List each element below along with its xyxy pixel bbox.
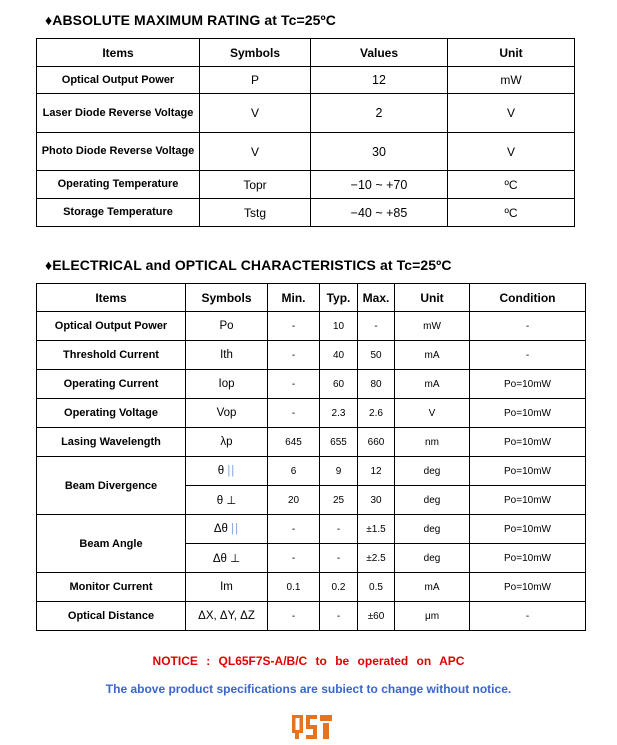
unit-cell: nm xyxy=(395,428,470,457)
max-cell: ±60 xyxy=(358,602,395,631)
item-cell: Monitor Current xyxy=(37,573,186,602)
value-cell: 12 xyxy=(311,67,448,94)
item-cell: Optical Distance xyxy=(37,602,186,631)
symbol-cell xyxy=(186,457,268,486)
item-cell: Operating Current xyxy=(37,370,186,399)
min-cell: - xyxy=(268,312,320,341)
min-cell: - xyxy=(268,341,320,370)
col-header: Unit xyxy=(395,284,470,312)
min-cell: - xyxy=(268,515,320,544)
symbol-cell: Iop xyxy=(186,370,268,399)
min-cell: - xyxy=(268,370,320,399)
value-cell: 30 xyxy=(311,133,448,171)
table-header-row xyxy=(37,284,586,312)
condition-cell: Po=10mW xyxy=(470,399,586,428)
unit-cell: mW xyxy=(395,312,470,341)
parallel-mark: || xyxy=(231,523,240,535)
typ-cell: 655 xyxy=(320,428,358,457)
symbol-cell: Δθ ⊥ xyxy=(186,544,268,573)
table-row xyxy=(37,171,575,199)
max-cell: ±1.5 xyxy=(358,515,395,544)
symbol-cell: ΔX, ΔY, ΔZ xyxy=(186,602,268,631)
typ-cell: 40 xyxy=(320,341,358,370)
table-row xyxy=(37,428,586,457)
unit-cell: deg xyxy=(395,544,470,573)
symbol-cell: V xyxy=(200,133,311,171)
item-cell: Operating Temperature xyxy=(37,171,200,199)
condition-cell: Po=10mW xyxy=(470,515,586,544)
typ-cell: 25 xyxy=(320,486,358,515)
table-row xyxy=(37,312,586,341)
table-row xyxy=(37,199,575,227)
symbol-cell: Im xyxy=(186,573,268,602)
col-header: Items xyxy=(37,284,186,312)
typ-cell: 10 xyxy=(320,312,358,341)
typ-cell: - xyxy=(320,515,358,544)
symbol-cell: Ith xyxy=(186,341,268,370)
unit-cell: V xyxy=(395,399,470,428)
col-header: Typ. xyxy=(320,284,358,312)
max-cell: 660 xyxy=(358,428,395,457)
value-cell: −10 ~ +70 xyxy=(311,171,448,199)
symbol-cell: Tstg xyxy=(200,199,311,227)
operation-notice: NOTICE : QL65F7S-A/B/C to be operated on APC xyxy=(152,654,465,668)
absolute-max-rating-table xyxy=(36,38,575,227)
item-cell: Laser Diode Reverse Voltage xyxy=(37,94,200,133)
condition-cell: - xyxy=(470,341,586,370)
item-cell: Storage Temperature xyxy=(37,199,200,227)
symbol-cell: Topr xyxy=(200,171,311,199)
unit-cell: mA xyxy=(395,573,470,602)
max-cell: 50 xyxy=(358,341,395,370)
col-header: Items xyxy=(37,39,200,67)
item-cell: Optical Output Power xyxy=(37,67,200,94)
min-cell: - xyxy=(268,544,320,573)
unit-cell: ºC xyxy=(448,171,575,199)
condition-cell: Po=10mW xyxy=(470,457,586,486)
value-cell: −40 ~ +85 xyxy=(311,199,448,227)
spec-change-disclaimer: The above product specifications are subiect to change without notice. xyxy=(105,682,512,696)
table-row xyxy=(37,133,575,171)
item-cell: Operating Voltage xyxy=(37,399,186,428)
condition-cell: Po=10mW xyxy=(470,486,586,515)
table-row xyxy=(37,94,575,133)
absolute-max-rating-title: ♦ABSOLUTE MAXIMUM RATING at Tc=25ºC xyxy=(45,12,336,28)
item-cell: Lasing Wavelength xyxy=(37,428,186,457)
max-cell: 80 xyxy=(358,370,395,399)
min-cell: - xyxy=(268,399,320,428)
unit-cell: mA xyxy=(395,341,470,370)
max-cell: 12 xyxy=(358,457,395,486)
symbol-text: θ xyxy=(217,465,225,477)
condition-cell: Po=10mW xyxy=(470,544,586,573)
col-header: Symbols xyxy=(186,284,268,312)
item-cell: Threshold Current xyxy=(37,341,186,370)
unit-cell: deg xyxy=(395,457,470,486)
unit-cell: V xyxy=(448,133,575,171)
unit-cell: deg xyxy=(395,515,470,544)
symbol-cell: V xyxy=(200,94,311,133)
col-header: Unit xyxy=(448,39,575,67)
unit-cell: V xyxy=(448,94,575,133)
typ-cell: 0.2 xyxy=(320,573,358,602)
condition-cell: - xyxy=(470,602,586,631)
symbol-cell: P xyxy=(200,67,311,94)
typ-cell: 9 xyxy=(320,457,358,486)
min-cell: 0.1 xyxy=(268,573,320,602)
condition-cell: Po=10mW xyxy=(470,428,586,457)
unit-cell: mA xyxy=(395,370,470,399)
max-cell: 2.6 xyxy=(358,399,395,428)
unit-cell: μm xyxy=(395,602,470,631)
col-header: Max. xyxy=(358,284,395,312)
item-cell: Beam Angle xyxy=(37,515,186,573)
max-cell: - xyxy=(358,312,395,341)
typ-cell: 60 xyxy=(320,370,358,399)
electrical-optical-table xyxy=(36,283,586,631)
symbol-cell xyxy=(186,515,268,544)
typ-cell: - xyxy=(320,544,358,573)
min-cell: 6 xyxy=(268,457,320,486)
symbol-cell: θ ⊥ xyxy=(186,486,268,515)
typ-cell: 2.3 xyxy=(320,399,358,428)
condition-cell: - xyxy=(470,312,586,341)
table-row xyxy=(37,457,586,486)
unit-cell: ºC xyxy=(448,199,575,227)
qsi-logo xyxy=(290,713,334,741)
unit-cell: mW xyxy=(448,67,575,94)
table-row xyxy=(37,515,586,544)
col-header: Condition xyxy=(470,284,586,312)
symbol-text: Δθ xyxy=(213,523,228,535)
max-cell: ±2.5 xyxy=(358,544,395,573)
symbol-cell: Vop xyxy=(186,399,268,428)
parallel-mark: || xyxy=(227,465,236,477)
typ-cell: - xyxy=(320,602,358,631)
min-cell: 20 xyxy=(268,486,320,515)
table-row xyxy=(37,67,575,94)
value-cell: 2 xyxy=(311,94,448,133)
table-row xyxy=(37,602,586,631)
item-cell: Optical Output Power xyxy=(37,312,186,341)
item-cell: Photo Diode Reverse Voltage xyxy=(37,133,200,171)
unit-cell: deg xyxy=(395,486,470,515)
symbol-cell: λp xyxy=(186,428,268,457)
col-header: Symbols xyxy=(200,39,311,67)
symbol-cell: Po xyxy=(186,312,268,341)
condition-cell: Po=10mW xyxy=(470,370,586,399)
item-cell: Beam Divergence xyxy=(37,457,186,515)
table-row xyxy=(37,573,586,602)
condition-cell: Po=10mW xyxy=(470,573,586,602)
col-header: Values xyxy=(311,39,448,67)
table-row xyxy=(37,370,586,399)
table-row xyxy=(37,341,586,370)
min-cell: 645 xyxy=(268,428,320,457)
max-cell: 30 xyxy=(358,486,395,515)
table-row xyxy=(37,399,586,428)
min-cell: - xyxy=(268,602,320,631)
electrical-optical-title: ♦ELECTRICAL and OPTICAL CHARACTERISTICS at Tc=25ºC xyxy=(45,257,452,273)
col-header: Min. xyxy=(268,284,320,312)
max-cell: 0.5 xyxy=(358,573,395,602)
table-header-row xyxy=(37,39,575,67)
